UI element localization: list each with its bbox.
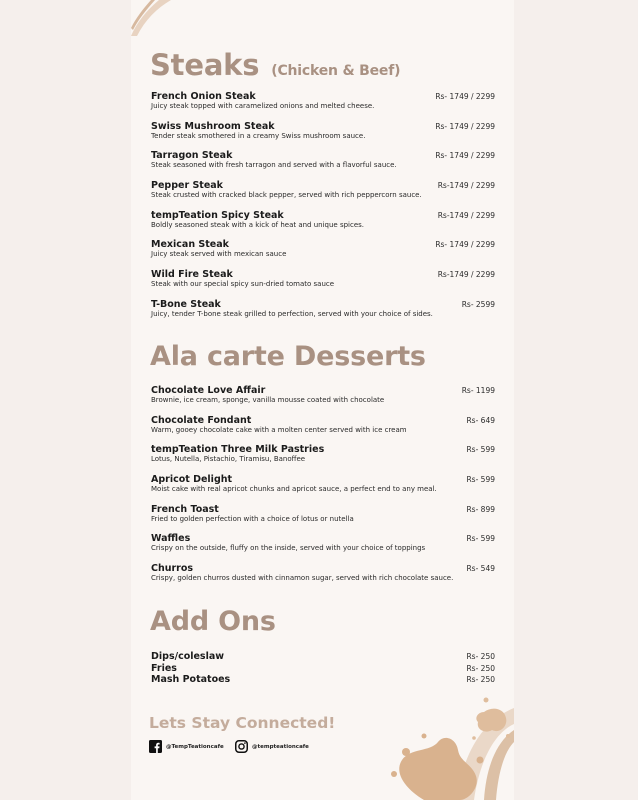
menu-item <box>151 504 495 534</box>
facebook-icon <box>149 740 162 753</box>
menu-item <box>151 210 495 240</box>
item-price: Rs- 899 <box>466 504 495 514</box>
facebook-link[interactable] <box>149 740 224 753</box>
addon-item <box>151 674 495 686</box>
item-name: tempTeation Three Milk Pastries <box>151 444 325 456</box>
menu-item <box>151 121 495 151</box>
instagram-handle: @tempteationcafe <box>252 743 309 750</box>
steaks-title: Steaks (Chicken & Beef) <box>150 48 401 82</box>
desserts-title: Ala carte Desserts <box>150 341 426 372</box>
item-name: Chocolate Love Affair <box>151 385 266 396</box>
item-price: Rs- 1749 / 2299 <box>435 151 495 161</box>
item-price: Rs- 1199 <box>461 386 495 395</box>
coffee-splash-decoration-bottom <box>364 690 514 800</box>
item-description: Tender steak smothered in a creamy Swiss mushroom sauce. <box>151 131 366 140</box>
item-price: Rs- 1749 / 2299 <box>435 121 495 131</box>
addon-item <box>151 663 495 675</box>
item-description: Warm, gooey chocolate cake with a molten center served with ice cream <box>151 425 407 434</box>
menu-item <box>151 563 495 593</box>
item-description: Juicy, tender T-bone steak grilled to perfection, served with your choice of sides. <box>151 309 433 318</box>
item-price: Rs- 2599 <box>461 299 495 309</box>
item-price: Rs- 599 <box>466 445 495 455</box>
item-name: Dips/coleslaw <box>151 651 225 662</box>
item-name: Wild Fire Steak <box>151 269 233 281</box>
item-name: French Onion Steak <box>151 91 256 102</box>
menu-item <box>151 150 495 180</box>
item-name: Swiss Mushroom Steak <box>151 120 275 132</box>
menu-item <box>151 269 495 299</box>
item-description: Steak crusted with cracked black pepper, served with rich peppercorn sauce. <box>151 191 422 200</box>
coffee-splash-decoration-top <box>131 0 171 36</box>
item-price: Rs- 599 <box>466 475 495 485</box>
item-price: Rs- 250 <box>466 652 495 661</box>
menu-item <box>151 415 495 445</box>
item-description: Steak seasoned with fresh tarragon and served with a flavorful sauce. <box>151 161 397 170</box>
item-name: Chocolate Fondant <box>151 414 252 426</box>
item-description: Boldly seasoned steak with a kick of heat and unique spices. <box>151 220 365 229</box>
item-name: Fries <box>151 662 177 674</box>
item-description: Juicy steak served with mexican sauce <box>151 250 287 259</box>
menu-item <box>151 533 495 563</box>
item-description: Brownie, ice cream, sponge, vanilla mousse coated with chocolate <box>151 396 385 404</box>
item-description: Crispy on the outside, fluffy on the inside, served with your choice of toppings <box>151 544 426 553</box>
item-description: Lotus, Nutella, Pistachio, Tiramisu, Banoffee <box>151 455 306 464</box>
item-price: Rs-1749 / 2299 <box>437 270 495 280</box>
menu-item <box>151 239 495 269</box>
steaks-list <box>151 91 495 329</box>
menu-item <box>151 299 495 329</box>
menu-item <box>151 385 495 415</box>
facebook-handle: @TempTeationcafe <box>166 743 224 750</box>
item-name: Churros <box>151 563 194 575</box>
item-price: Rs- 1749 / 2299 <box>435 240 495 250</box>
item-name: Waffles <box>151 533 191 545</box>
menu-item <box>151 180 495 210</box>
menu-item <box>151 474 495 504</box>
addons-list <box>151 651 495 686</box>
item-name: T-Bone Steak <box>151 298 221 310</box>
item-price: Rs- 599 <box>466 534 495 544</box>
stay-connected-heading: Lets Stay Connected! <box>149 714 336 732</box>
addons-title: Add Ons <box>150 606 276 637</box>
item-price: Rs- 649 <box>466 415 495 425</box>
item-name: Tarragon Steak <box>151 150 233 162</box>
item-description: Moist cake with real apricot chunks and apricot sauce, a perfect end to any meal. <box>151 485 437 494</box>
item-description: Crispy, golden churros dusted with cinnamon sugar, served with rich chocolate sauce. <box>151 574 454 583</box>
item-price: Rs-1749 / 2299 <box>437 210 495 220</box>
desserts-list <box>151 385 495 593</box>
menu-page <box>131 0 514 800</box>
item-name: tempTeation Spicy Steak <box>151 209 284 221</box>
item-name: Apricot Delight <box>151 474 233 486</box>
item-price: Rs- 549 <box>466 564 495 574</box>
menu-item <box>151 444 495 474</box>
item-price: Rs- 1749 / 2299 <box>435 92 495 101</box>
addon-item <box>151 651 495 663</box>
item-name: French Toast <box>151 503 219 515</box>
item-name: Pepper Steak <box>151 180 223 192</box>
item-name: Mexican Steak <box>151 239 229 251</box>
item-price: Rs-1749 / 2299 <box>437 181 495 191</box>
item-price: Rs- 250 <box>466 663 495 673</box>
item-description: Fried to golden perfection with a choice of lotus or nutella <box>151 514 354 523</box>
item-price: Rs- 250 <box>466 675 495 684</box>
steaks-subtitle: (Chicken & Beef) <box>271 63 401 79</box>
item-description: Juicy steak topped with caramelized onions and melted cheese. <box>151 102 375 110</box>
instagram-icon <box>235 740 248 753</box>
item-description: Steak with our special spicy sun-dried tomato sauce <box>151 280 335 289</box>
item-name: Mash Potatoes <box>151 674 231 685</box>
menu-item <box>151 91 495 121</box>
instagram-link[interactable] <box>235 740 309 753</box>
